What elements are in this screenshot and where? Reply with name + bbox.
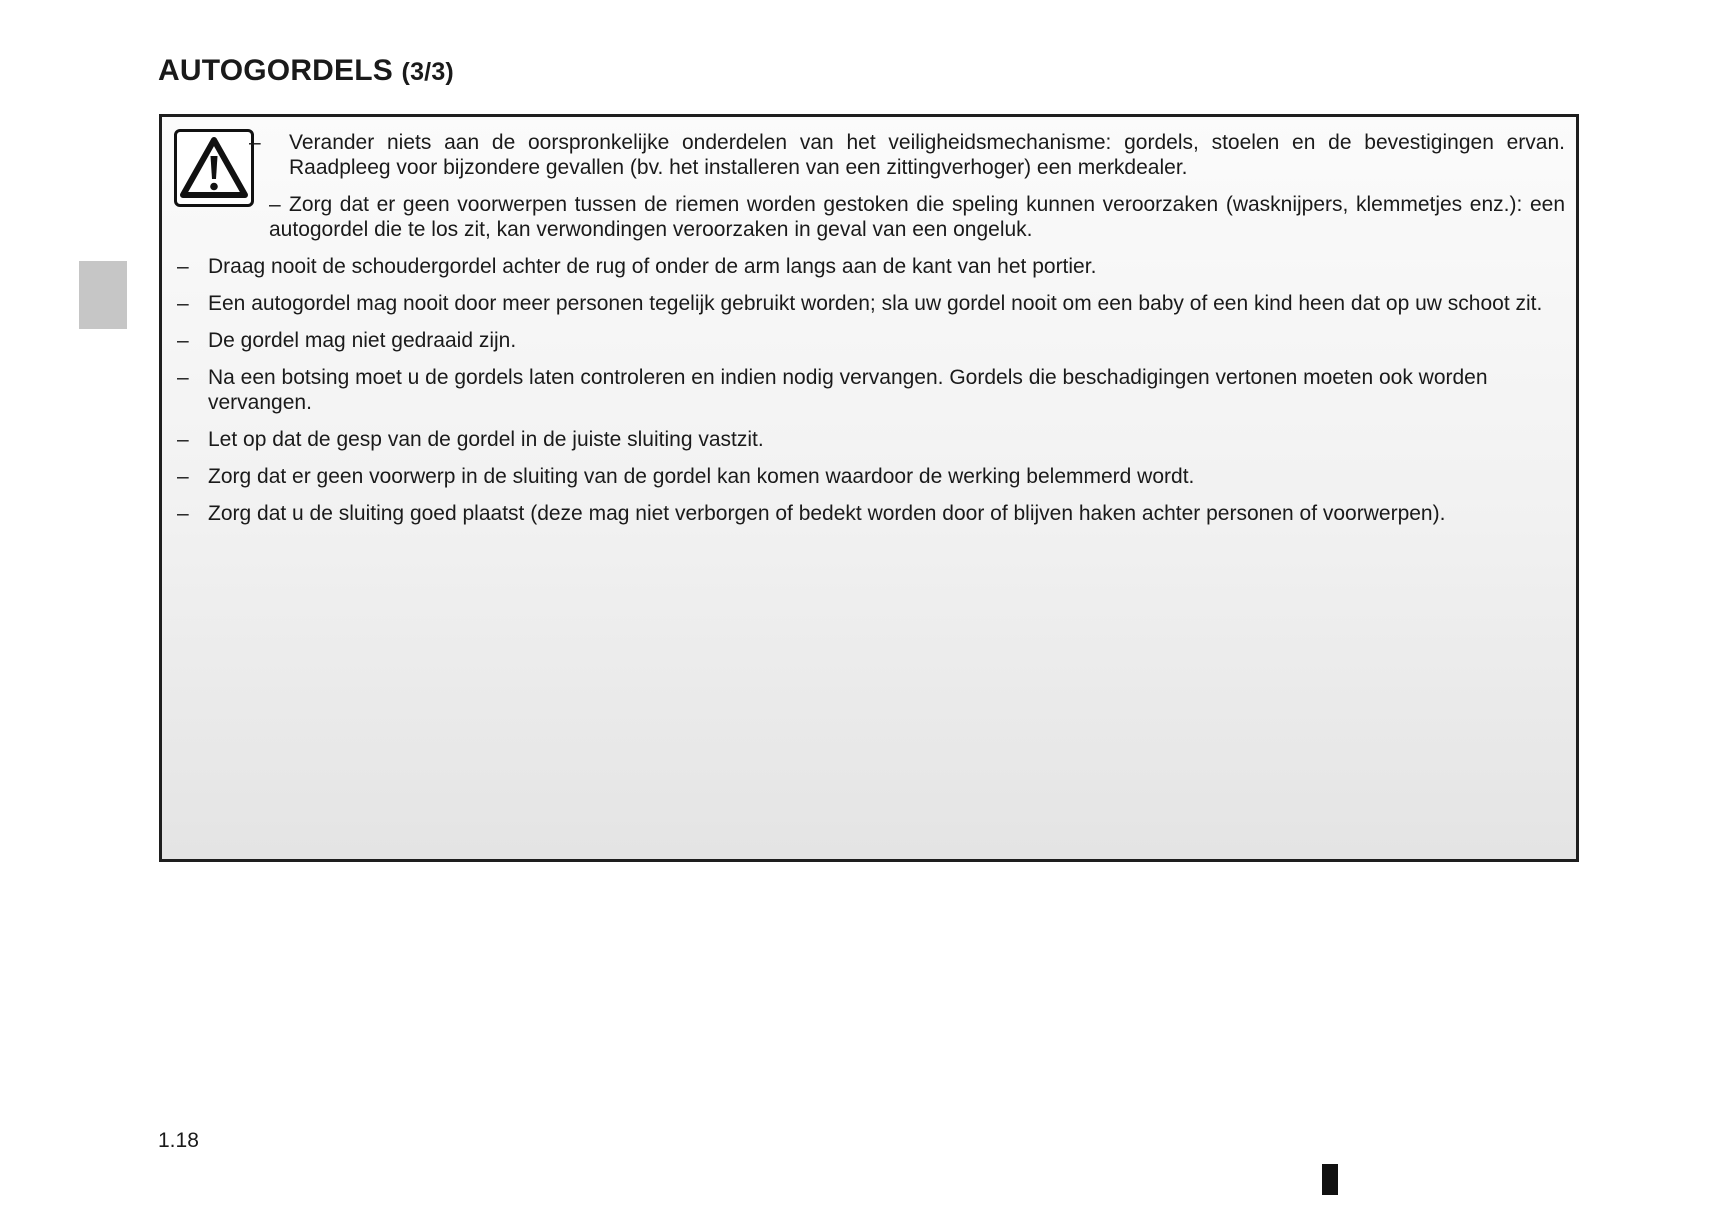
list-item (177, 427, 1565, 452)
warning-list (177, 254, 1565, 538)
warning-intro-list (249, 130, 1565, 254)
list-dash: – (177, 255, 189, 278)
list-item (177, 365, 1565, 415)
page-title-text: AUTOGORDELS (158, 54, 393, 87)
list-item (177, 501, 1565, 526)
warning-box (159, 114, 1579, 862)
list-item-text: De gordel mag niet gedraaid zijn. (208, 329, 517, 352)
warning-intro-text: Verander niets aan de oorspronkelijke onderdelen van het veiligheidsmechanisme: gordels, stoelen en de bevestigingen ervan. Raadpleeg voor bijzondere gevallen (bv. het installeren van een zittingverhoger) een merkdealer. (289, 131, 1565, 179)
list-item (177, 291, 1565, 316)
list-item (177, 254, 1565, 279)
list-item-text: Na een botsing moet u de gordels laten controleren en indien nodig vervangen. Gordels die beschadigingen vertonen moeten ook worden vervangen. (208, 366, 1488, 414)
list-dash: – (177, 428, 189, 451)
list-dash: – (177, 502, 189, 525)
warning-intro-item (249, 130, 1565, 180)
list-item (177, 328, 1565, 353)
list-dash: – (177, 329, 189, 352)
list-dash: – (177, 292, 189, 315)
list-item (177, 464, 1565, 489)
section-tab-marker (79, 261, 127, 329)
list-item-text: Zorg dat u de sluiting goed plaatst (deze mag niet verborgen of bedekt worden door of blijven haken achter personen of voorwerpen). (208, 502, 1446, 525)
page-title-part: (3/3) (401, 58, 454, 86)
list-dash: – (177, 366, 189, 389)
warning-intro-text: Zorg dat er geen voorwerpen tussen de riemen worden gestoken die speling kunnen veroorzaken (wasknijpers, klemmetjes enz.): een autogordel die te los zit, kan verwondingen veroorzaken in geval van een ongeluk. (269, 193, 1565, 241)
page-corner-mark (1322, 1164, 1338, 1195)
warning-triangle-icon (174, 129, 254, 207)
list-item-text: Zorg dat er geen voorwerp in de sluiting van de gordel kan komen waardoor de werking belemmerd wordt. (208, 465, 1195, 488)
list-dash: – (269, 193, 281, 216)
page-number: 1.18 (158, 1129, 199, 1152)
list-item-text: Een autogordel mag nooit door meer personen tegelijk gebruikt worden; sla uw gordel nooit om een baby of een kind heen dat op uw schoot zit. (208, 292, 1543, 315)
list-dash: – (249, 131, 261, 154)
list-item-text: Draag nooit de schoudergordel achter de rug of onder de arm langs aan de kant van het portier. (208, 255, 1097, 278)
page-title (158, 54, 454, 88)
list-item-text: Let op dat de gesp van de gordel in de juiste sluiting vastzit. (208, 428, 764, 451)
warning-intro-item (269, 192, 1565, 242)
list-dash: – (177, 465, 189, 488)
